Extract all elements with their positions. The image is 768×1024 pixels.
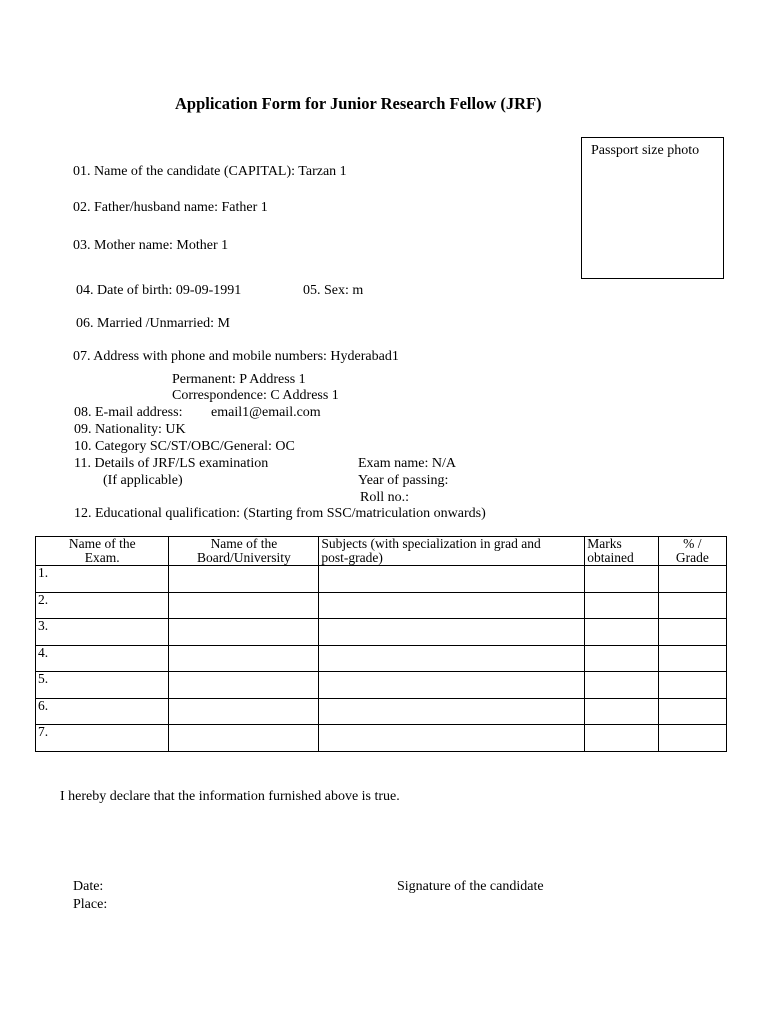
cell-grade xyxy=(658,725,726,752)
field-father-name: 02. Father/husband name: Father 1 xyxy=(73,200,268,215)
table-row xyxy=(36,645,727,672)
field-exam-name: Exam name: N/A xyxy=(358,456,456,471)
table-row xyxy=(36,672,727,699)
cell-board xyxy=(169,566,319,593)
cell-board xyxy=(169,619,319,646)
cell-subjects xyxy=(319,672,585,699)
cell-board xyxy=(169,592,319,619)
field-if-applicable: (If applicable) xyxy=(103,473,183,488)
form-title: Application Form for Junior Research Fellow (JRF) xyxy=(175,94,542,113)
field-permanent-address: Permanent: P Address 1 xyxy=(172,372,306,387)
cell-marks xyxy=(585,698,658,725)
cell-board xyxy=(169,698,319,725)
cell-board xyxy=(169,672,319,699)
table-row xyxy=(36,566,727,593)
header-percent-grade: % / Grade xyxy=(658,537,726,566)
cell-subjects xyxy=(319,645,585,672)
cell-grade xyxy=(658,672,726,699)
row-number: 4. xyxy=(36,645,169,672)
cell-subjects xyxy=(319,592,585,619)
field-mother-name: 03. Mother name: Mother 1 xyxy=(73,238,229,253)
row-number: 7. xyxy=(36,725,169,752)
field-correspondence-address: Correspondence: C Address 1 xyxy=(172,388,339,403)
table-row xyxy=(36,619,727,646)
header-board-university: Name of the Board/University xyxy=(169,537,319,566)
row-number: 5. xyxy=(36,672,169,699)
passport-photo-box xyxy=(581,137,724,279)
cell-marks xyxy=(585,645,658,672)
cell-grade xyxy=(658,698,726,725)
cell-marks xyxy=(585,619,658,646)
cell-grade xyxy=(658,566,726,593)
cell-marks xyxy=(585,672,658,699)
passport-photo-label: Passport size photo xyxy=(591,143,700,158)
field-jrf-details: 11. Details of JRF/LS examination xyxy=(74,456,269,471)
education-table xyxy=(35,536,727,752)
field-nationality: 09. Nationality: UK xyxy=(74,422,186,437)
date-label: Date: xyxy=(73,879,104,894)
cell-subjects xyxy=(319,619,585,646)
section-educational-qualification: 12. Educational qualification: (Starting from SSC/matriculation onwards) xyxy=(74,506,486,521)
field-roll-no: Roll no.: xyxy=(360,490,410,505)
row-number: 2. xyxy=(36,592,169,619)
cell-subjects xyxy=(319,725,585,752)
table-row xyxy=(36,592,727,619)
cell-grade xyxy=(658,619,726,646)
declaration-text: I hereby declare that the information furnished above is true. xyxy=(60,789,400,804)
header-subjects: Subjects (with specialization in grad and post-grade) xyxy=(319,537,585,566)
cell-marks xyxy=(585,566,658,593)
cell-subjects xyxy=(319,566,585,593)
cell-grade xyxy=(658,645,726,672)
table-row xyxy=(36,725,727,752)
field-marital-status: 06. Married /Unmarried: M xyxy=(76,316,230,331)
field-address: 07. Address with phone and mobile numbers: Hyderabad1 xyxy=(73,349,399,364)
cell-marks xyxy=(585,592,658,619)
row-number: 3. xyxy=(36,619,169,646)
cell-board xyxy=(169,645,319,672)
field-year-of-passing: Year of passing: xyxy=(358,473,449,488)
table-row xyxy=(36,698,727,725)
field-category: 10. Category SC/ST/OBC/General: OC xyxy=(74,439,295,454)
field-email-value: email1@email.com xyxy=(211,405,321,420)
cell-subjects xyxy=(319,698,585,725)
place-label: Place: xyxy=(73,897,108,912)
row-number: 6. xyxy=(36,698,169,725)
field-sex: 05. Sex: m xyxy=(303,283,364,298)
row-number: 1. xyxy=(36,566,169,593)
table-header-row xyxy=(36,537,727,566)
cell-grade xyxy=(658,592,726,619)
field-candidate-name: 01. Name of the candidate (CAPITAL): Tarzan 1 xyxy=(73,164,347,179)
field-email-label: 08. E-mail address: xyxy=(74,405,183,420)
cell-board xyxy=(169,725,319,752)
cell-marks xyxy=(585,725,658,752)
field-date-of-birth: 04. Date of birth: 09-09-1991 xyxy=(76,283,242,298)
header-exam-name: Name of the Exam. xyxy=(36,537,169,566)
header-marks-obtained: Marks obtained xyxy=(585,537,658,566)
signature-label: Signature of the candidate xyxy=(397,879,544,894)
